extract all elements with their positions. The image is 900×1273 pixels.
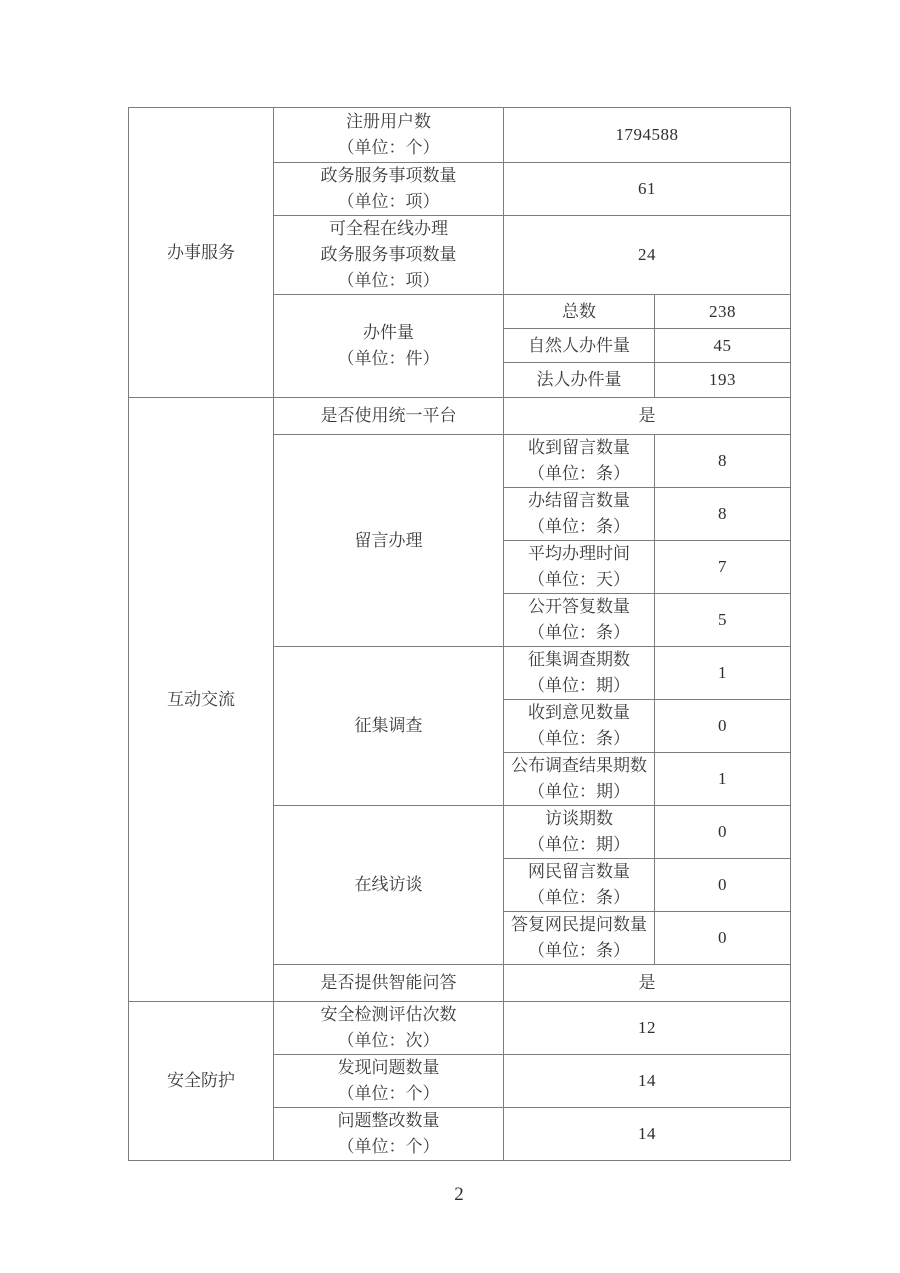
subitem-label-cell [504,295,655,329]
item-label-cell [274,965,504,1002]
subitem-value-cell: 8 [655,488,791,541]
item-label-line: （单位：项） [337,271,440,290]
item-label-cell [274,1108,504,1161]
subitem-value-cell: 0 [655,912,791,965]
table-row [129,108,791,163]
item-label-line: （单位：个） [337,1137,440,1156]
subitem-label-line: 法人办件量 [536,370,622,389]
subitem-value-cell: 0 [655,806,791,859]
subitem-label-line: 平均办理时间 [528,544,630,563]
item-value-cell: 1794588 [504,108,791,163]
category-label: 安全防护 [167,1071,235,1090]
subitem-label-line: （单位：条） [528,729,630,748]
subitem-label-line: 网民留言数量 [528,862,630,881]
subitem-label-line: （单位：条） [528,888,630,907]
category-cell-anquan [129,1002,274,1161]
item-label-line: 是否使用统一平台 [320,406,457,425]
group-cell-banjianliang [274,295,504,398]
item-label-line: 安全检测评估次数 [320,1005,457,1024]
item-label-line: 可全程在线办理 [329,219,448,238]
subitem-label-line: （单位：条） [528,464,630,483]
item-label-line: （单位：项） [337,192,440,211]
subitem-label-cell [504,594,655,647]
subitem-label-line: 自然人办件量 [528,335,630,355]
subitem-label-line: （单位：天） [528,570,630,589]
item-label-line: （单位：次） [337,1031,440,1050]
item-label-cell [274,1055,504,1108]
item-value-cell: 是 [504,398,791,435]
subitem-label-cell [504,912,655,965]
subitem-value-cell: 7 [655,541,791,594]
group-label-line: 在线访谈 [354,875,423,894]
item-value-cell: 14 [504,1055,791,1108]
group-label-line: 征集调查 [354,716,423,735]
subitem-label-line: 公开答复数量 [528,597,630,616]
item-value-cell: 61 [504,163,791,216]
item-label-cell [274,1002,504,1055]
subitem-label-cell [504,806,655,859]
subitem-label-line: （单位：条） [528,941,630,960]
subitem-value-cell: 0 [655,859,791,912]
subitem-label-cell [504,647,655,700]
subitem-label-line: 征集调查期数 [528,650,630,669]
category-cell-hudong [129,398,274,1002]
group-label-line: 留言办理 [354,530,423,550]
subitem-value-cell: 1 [655,647,791,700]
item-value-cell: 12 [504,1002,791,1055]
subitem-label-line: 办结留言数量 [528,491,630,510]
subitem-value-cell: 8 [655,435,791,488]
item-label-cell [274,216,504,295]
subitem-label-cell [504,859,655,912]
item-label-line: 注册用户数 [346,112,431,131]
subitem-label-cell [504,329,655,363]
subitem-label-line: 收到留言数量 [528,438,630,457]
subitem-value-cell: 45 [655,329,791,363]
table-row [129,1002,791,1055]
group-cell-zhengjidiaocha [274,647,504,806]
category-label: 互动交流 [167,689,235,709]
subitem-label-line: （单位：期） [528,782,630,801]
subitem-label-cell [504,700,655,753]
subitem-label-line: （单位：期） [528,676,630,695]
subitem-label-cell [504,541,655,594]
subitem-value-cell: 0 [655,700,791,753]
subitem-value-cell: 5 [655,594,791,647]
subitem-value-cell: 1 [655,753,791,806]
item-label-line: 发现问题数量 [337,1058,440,1077]
category-label: 办事服务 [167,242,235,262]
report-table [128,107,791,1161]
item-label-cell [274,398,504,435]
category-cell-banshi [129,108,274,398]
item-label-cell [274,108,504,163]
table-row [129,398,791,435]
subitem-label-line: 总数 [562,301,596,321]
item-label-cell [274,163,504,216]
item-label-line: 是否提供智能问答 [320,973,457,992]
item-label-line: （单位：个） [337,138,440,157]
subitem-label-line: （单位：条） [528,623,630,642]
subitem-label-line: （单位：期） [528,835,630,854]
subitem-label-line: 答复网民提问数量 [511,915,647,934]
group-label-line: （单位：件） [337,349,440,368]
group-cell-zaixianfangtan [274,806,504,965]
group-label-line: 办件量 [363,323,414,342]
subitem-value-cell: 238 [655,295,791,329]
subitem-label-cell [504,435,655,488]
item-value-cell: 14 [504,1108,791,1161]
page-number: 2 [454,1184,464,1205]
subitem-label-cell [504,753,655,806]
item-value-cell: 是 [504,965,791,1002]
subitem-value-cell: 193 [655,363,791,398]
subitem-label-cell [504,363,655,398]
subitem-label-line: 访谈期数 [545,809,613,828]
item-label-line: 问题整改数量 [337,1111,440,1130]
subitem-label-cell [504,488,655,541]
item-label-line: （单位：个） [337,1084,440,1103]
item-label-line: 政务服务事项数量 [320,166,457,185]
group-cell-liuyanbanli [274,435,504,647]
item-label-line: 政务服务事项数量 [320,245,457,264]
subitem-label-line: （单位：条） [528,517,630,536]
subitem-label-line: 收到意见数量 [528,703,630,722]
subitem-label-line: 公布调查结果期数 [511,756,647,775]
item-value-cell: 24 [504,216,791,295]
